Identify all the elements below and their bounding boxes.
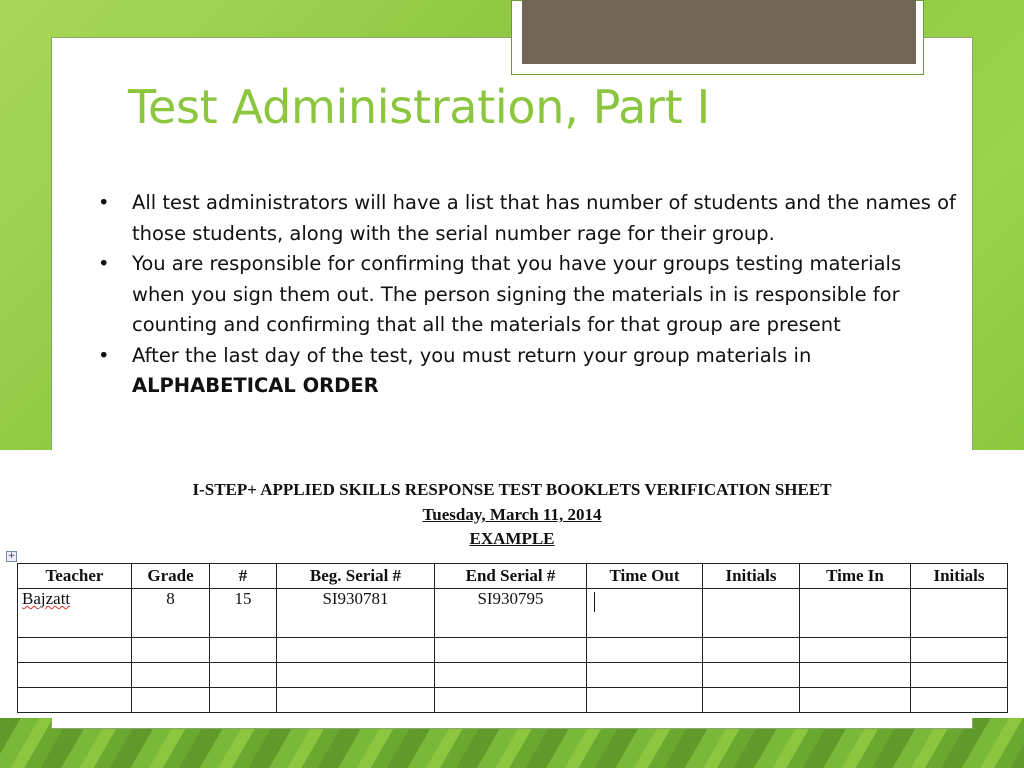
table-cell xyxy=(587,688,703,713)
table-cell xyxy=(587,663,703,688)
bullet-item xyxy=(98,249,958,341)
bullet-emphasis: ALPHABETICAL ORDER xyxy=(132,374,379,397)
table-cell xyxy=(277,638,435,663)
table-row xyxy=(18,663,1008,688)
col-header-count: # xyxy=(210,564,277,589)
table-cell xyxy=(210,638,277,663)
table-cell xyxy=(800,688,911,713)
sheet-date xyxy=(0,505,1024,525)
table-cell xyxy=(132,638,210,663)
table-cell xyxy=(18,589,132,638)
sheet-example-label xyxy=(0,529,1024,549)
col-header-time-in: Time In xyxy=(800,564,911,589)
table-row xyxy=(18,589,1008,638)
table-row xyxy=(18,688,1008,713)
bullet-text: You are responsible for confirming that you have your groups testing materials when you sign them out. The person signing the materials in is responsible for counting and confirming that all the materials for that group are present xyxy=(132,252,902,336)
table-cell xyxy=(703,663,800,688)
table-cell xyxy=(18,638,132,663)
table-cell: 15 xyxy=(210,589,277,638)
table-cell xyxy=(911,589,1008,638)
bullet-text: All test administrators will have a list that has number of students and the names of those students, along with the serial number rage for their group. xyxy=(132,191,956,245)
col-header-initials-out: Initials xyxy=(703,564,800,589)
table-cell xyxy=(435,638,587,663)
verification-table xyxy=(17,563,1008,713)
col-header-end-serial: End Serial # xyxy=(435,564,587,589)
col-header-initials-in: Initials xyxy=(911,564,1008,589)
table-cell xyxy=(703,589,800,638)
bullet-item xyxy=(98,341,958,402)
col-header-beg-serial: Beg. Serial # xyxy=(277,564,435,589)
table-cell xyxy=(587,638,703,663)
table-cell xyxy=(277,688,435,713)
table-cell xyxy=(132,688,210,713)
plus-box-icon[interactable]: + xyxy=(7,551,16,561)
bullet-text: After the last day of the test, you must return your group materials in xyxy=(132,343,812,367)
sheet-date-text: Tuesday, March 11, 2014 xyxy=(422,505,602,524)
bullet-marker: • xyxy=(98,191,110,214)
bullet-list xyxy=(98,188,958,402)
table-cell: SI930781 xyxy=(277,589,435,638)
table-cell xyxy=(132,663,210,688)
table-cell: SI930795 xyxy=(435,589,587,638)
table-cell xyxy=(703,688,800,713)
bullet-marker: • xyxy=(98,343,110,367)
table-cell xyxy=(911,688,1008,713)
teacher-name: Bajzatt xyxy=(22,589,71,608)
table-cell xyxy=(911,663,1008,688)
col-header-teacher: Teacher xyxy=(18,564,132,589)
text-cursor xyxy=(594,592,595,612)
table-cell xyxy=(277,663,435,688)
table-cell xyxy=(18,688,132,713)
table-cell: 8 xyxy=(132,589,210,638)
table-cell xyxy=(18,663,132,688)
table-cell xyxy=(800,638,911,663)
col-header-time-out: Time Out xyxy=(587,564,703,589)
table-header-row xyxy=(18,564,1008,589)
bullet-marker: • xyxy=(98,252,110,275)
decorative-tab-block xyxy=(522,0,916,64)
slide-title: Test Administration, Part I xyxy=(128,80,710,134)
col-header-grade: Grade xyxy=(132,564,210,589)
table-cell xyxy=(435,688,587,713)
table-cell xyxy=(587,589,703,638)
table-row xyxy=(18,638,1008,663)
table-cell xyxy=(435,663,587,688)
sheet-heading: I-STEP+ APPLIED SKILLS RESPONSE TEST BOOKLETS VERIFICATION SHEET xyxy=(192,480,832,499)
table-cell xyxy=(800,663,911,688)
table-cell xyxy=(911,638,1008,663)
table-cell xyxy=(703,638,800,663)
table-cell xyxy=(800,589,911,638)
bullet-item xyxy=(98,188,958,249)
sheet-example-text: EXAMPLE xyxy=(469,529,555,548)
table-cell xyxy=(210,663,277,688)
verification-sheet-image xyxy=(0,450,1024,718)
table-cell xyxy=(210,688,277,713)
